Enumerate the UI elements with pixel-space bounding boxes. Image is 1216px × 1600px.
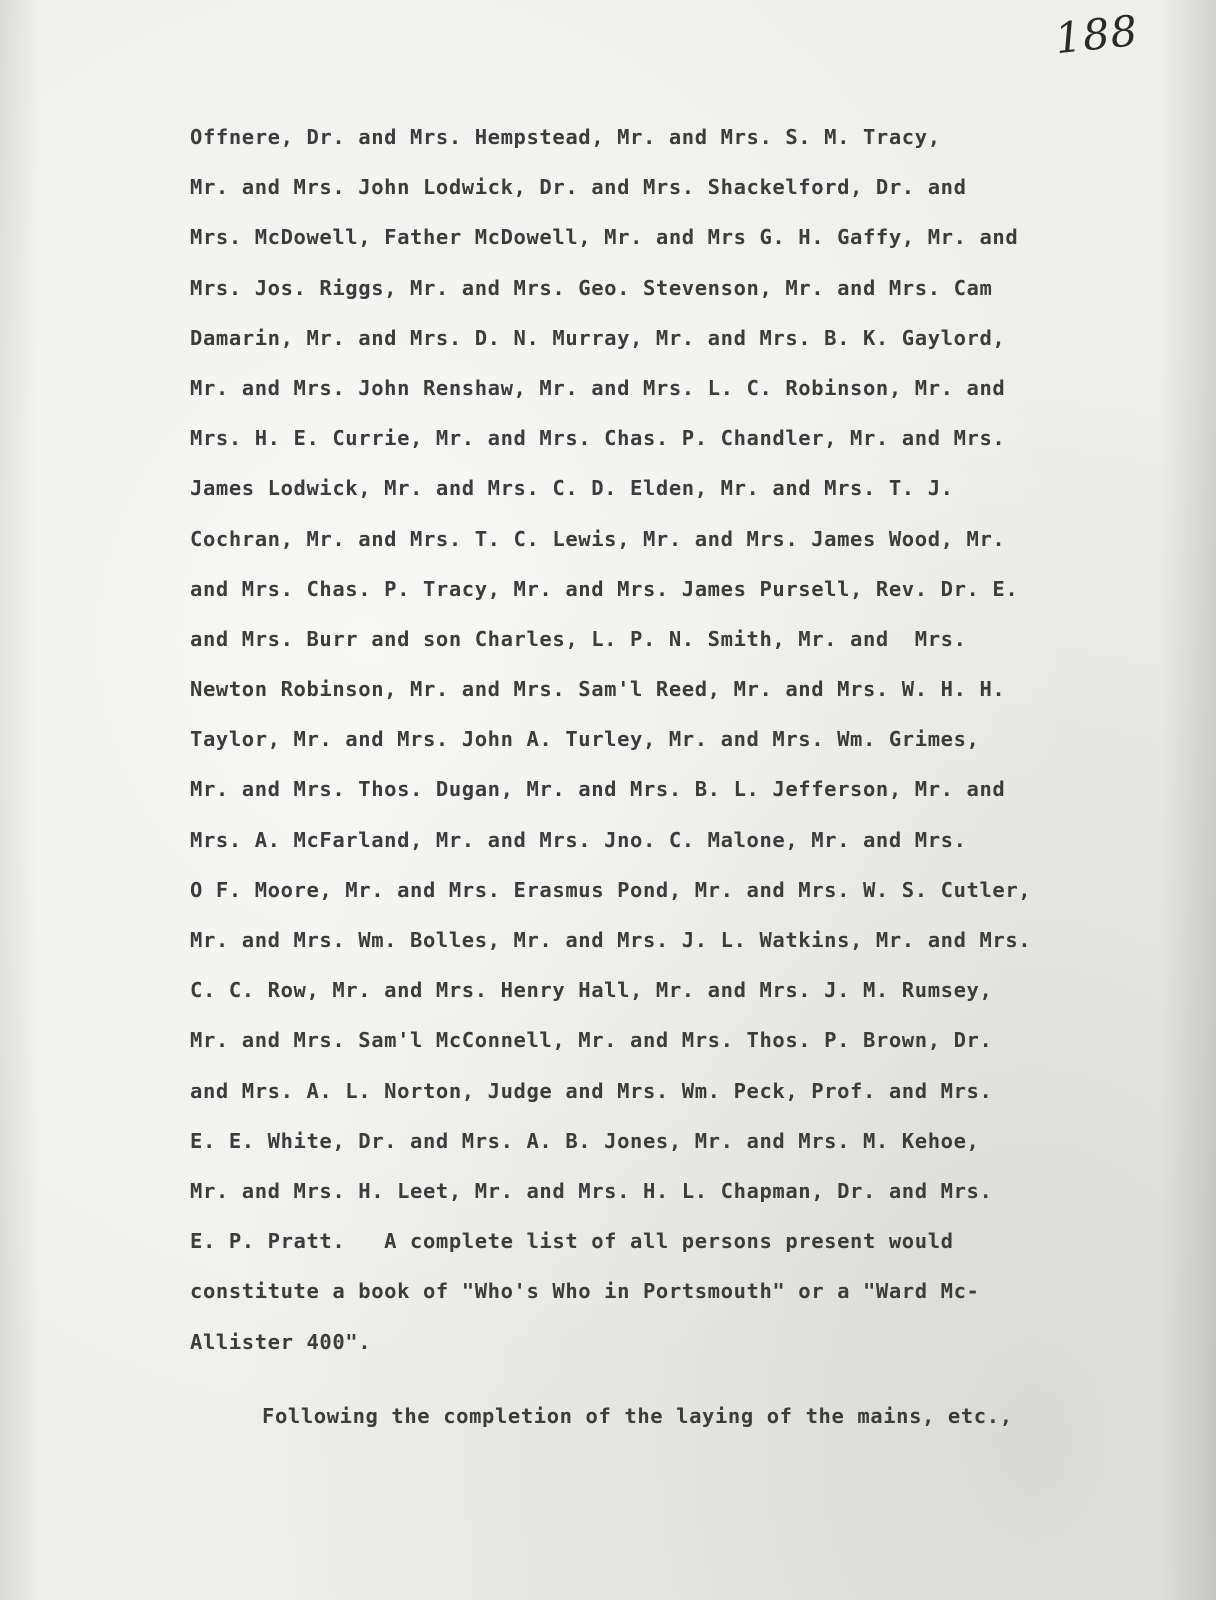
text-line: Taylor, Mr. and Mrs. John A. Turley, Mr. and Mrs. Wm. Grimes, <box>190 727 980 752</box>
text-line: and Mrs. A. L. Norton, Judge and Mrs. Wm. Peck, Prof. and Mrs. <box>190 1078 993 1103</box>
text-line: constitute a book of "Who's Who in Portsmouth" or a "Ward Mc- <box>190 1279 980 1304</box>
text-line: O F. Moore, Mr. and Mrs. Erasmus Pond, Mr. and Mrs. W. S. Cutler, <box>190 877 1032 902</box>
text-line: Damarin, Mr. and Mrs. D. N. Murray, Mr. and Mrs. B. K. Gaylord, <box>190 325 1006 350</box>
text-line: Allister 400". <box>190 1329 372 1354</box>
text-line: Newton Robinson, Mr. and Mrs. Sam'l Reed, Mr. and Mrs. W. H. H. <box>190 677 1006 702</box>
text-line: C. C. Row, Mr. and Mrs. Henry Hall, Mr. and Mrs. J. M. Rumsey, <box>190 978 993 1003</box>
text-line: and Mrs. Chas. P. Tracy, Mr. and Mrs. James Pursell, Rev. Dr. E. <box>190 576 1019 601</box>
text-line: Mr. and Mrs. Wm. Bolles, Mr. and Mrs. J. L. Watkins, Mr. and Mrs. <box>190 928 1032 952</box>
text-line: Mrs. McDowell, Father McDowell, Mr. and Mrs G. H. Gaffy, Mr. and <box>190 225 1019 250</box>
text-line: and Mrs. Burr and son Charles, L. P. N. Smith, Mr. and Mrs. <box>190 626 967 651</box>
text-line: Mr. and Mrs. H. Leet, Mr. and Mrs. H. L. Chapman, Dr. and Mrs. <box>190 1178 993 1203</box>
paragraph <box>190 1403 1150 1453</box>
text-line: Mr. and Mrs. John Lodwick, Dr. and Mrs. Shackelford, Dr. and <box>190 175 967 200</box>
paragraph <box>190 124 1150 1379</box>
text-line: Mrs. A. McFarland, Mr. and Mrs. Jno. C. Malone, Mr. and Mrs. <box>190 827 967 852</box>
text-line: Following the completion of the laying of the mains, etc., <box>262 1403 1013 1428</box>
text-line: James Lodwick, Mr. and Mrs. C. D. Elden, Mr. and Mrs. T. J. <box>190 476 954 501</box>
text-line: Cochran, Mr. and Mrs. T. C. Lewis, Mr. and Mrs. James Wood, Mr. <box>190 526 1006 551</box>
text-line: Mr. and Mrs. Thos. Dugan, Mr. and Mrs. B. L. Jefferson, Mr. and <box>190 777 1006 802</box>
page-number: 188 <box>1052 5 1141 64</box>
text-line: Offnere, Dr. and Mrs. Hempstead, Mr. and Mrs. S. M. Tracy, <box>190 125 941 149</box>
paragraph-gap <box>190 1379 1150 1403</box>
text-line: Mr. and Mrs. John Renshaw, Mr. and Mrs. L. C. Robinson, Mr. and <box>190 375 1006 400</box>
text-line: Mrs. H. E. Currie, Mr. and Mrs. Chas. P. Chandler, Mr. and Mrs. <box>190 426 1006 451</box>
text-line: E. E. White, Dr. and Mrs. A. B. Jones, Mr. and Mrs. M. Kehoe, <box>190 1128 980 1153</box>
text-line: Mrs. Jos. Riggs, Mr. and Mrs. Geo. Stevenson, Mr. and Mrs. Cam <box>190 275 993 300</box>
text-line: E. P. Pratt. A complete list of all persons present would <box>190 1229 954 1254</box>
document-body <box>190 124 1150 1453</box>
text-line: Mr. and Mrs. Sam'l McConnell, Mr. and Mrs. Thos. P. Brown, Dr. <box>190 1028 993 1053</box>
